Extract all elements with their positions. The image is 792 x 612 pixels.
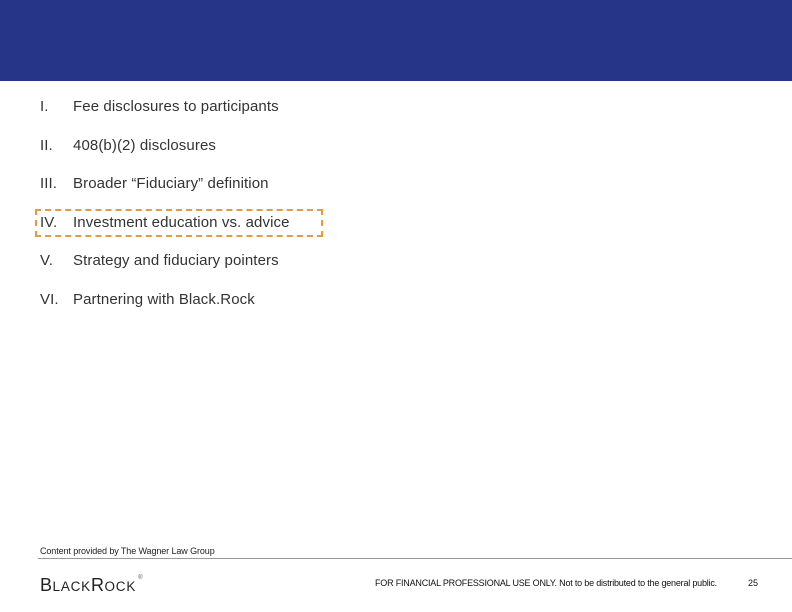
disclaimer-rest: Not to be distributed to the general public. bbox=[559, 578, 717, 588]
agenda-label: Investment education vs. advice bbox=[73, 213, 290, 231]
agenda-item-3 bbox=[40, 165, 340, 204]
blackrock-logo bbox=[40, 575, 143, 597]
logo-letter: B bbox=[40, 575, 53, 595]
registered-mark: ® bbox=[138, 575, 143, 581]
agenda-number: IV. bbox=[40, 213, 58, 231]
agenda-label: Strategy and fiduciary pointers bbox=[73, 252, 279, 269]
logo-letters: OCK bbox=[104, 579, 137, 594]
footer-disclaimer bbox=[375, 578, 717, 588]
page-number: 25 bbox=[748, 578, 759, 588]
agenda-label: Partnering with Black.Rock bbox=[73, 290, 255, 308]
agenda-number: V. bbox=[40, 252, 53, 269]
header-band bbox=[0, 0, 792, 81]
agenda-label: 408(b)(2) disclosures bbox=[73, 136, 216, 154]
agenda-list bbox=[40, 88, 340, 319]
logo-letter: R bbox=[90, 575, 105, 595]
agenda-item-6 bbox=[40, 281, 340, 320]
agenda-number: VI. bbox=[40, 290, 59, 308]
agenda-number: II. bbox=[40, 136, 53, 154]
source-note: Content provided by The Wagner Law Group bbox=[40, 546, 215, 556]
agenda-number: III. bbox=[40, 175, 58, 192]
footer-divider bbox=[38, 558, 792, 559]
logo-letters: LACK bbox=[52, 579, 91, 594]
agenda-label: Fee disclosures to participants bbox=[73, 98, 279, 115]
disclaimer-bold: FOR FINANCIAL PROFESSIONAL USE ONLY. bbox=[375, 578, 557, 588]
agenda-number: I. bbox=[40, 98, 49, 115]
agenda-item-1 bbox=[40, 88, 340, 127]
current-section-highlight bbox=[35, 209, 323, 237]
agenda-label: Broader “Fiduciary” definition bbox=[73, 175, 269, 192]
agenda-item-2 bbox=[40, 127, 340, 166]
agenda-item-5 bbox=[40, 242, 340, 281]
